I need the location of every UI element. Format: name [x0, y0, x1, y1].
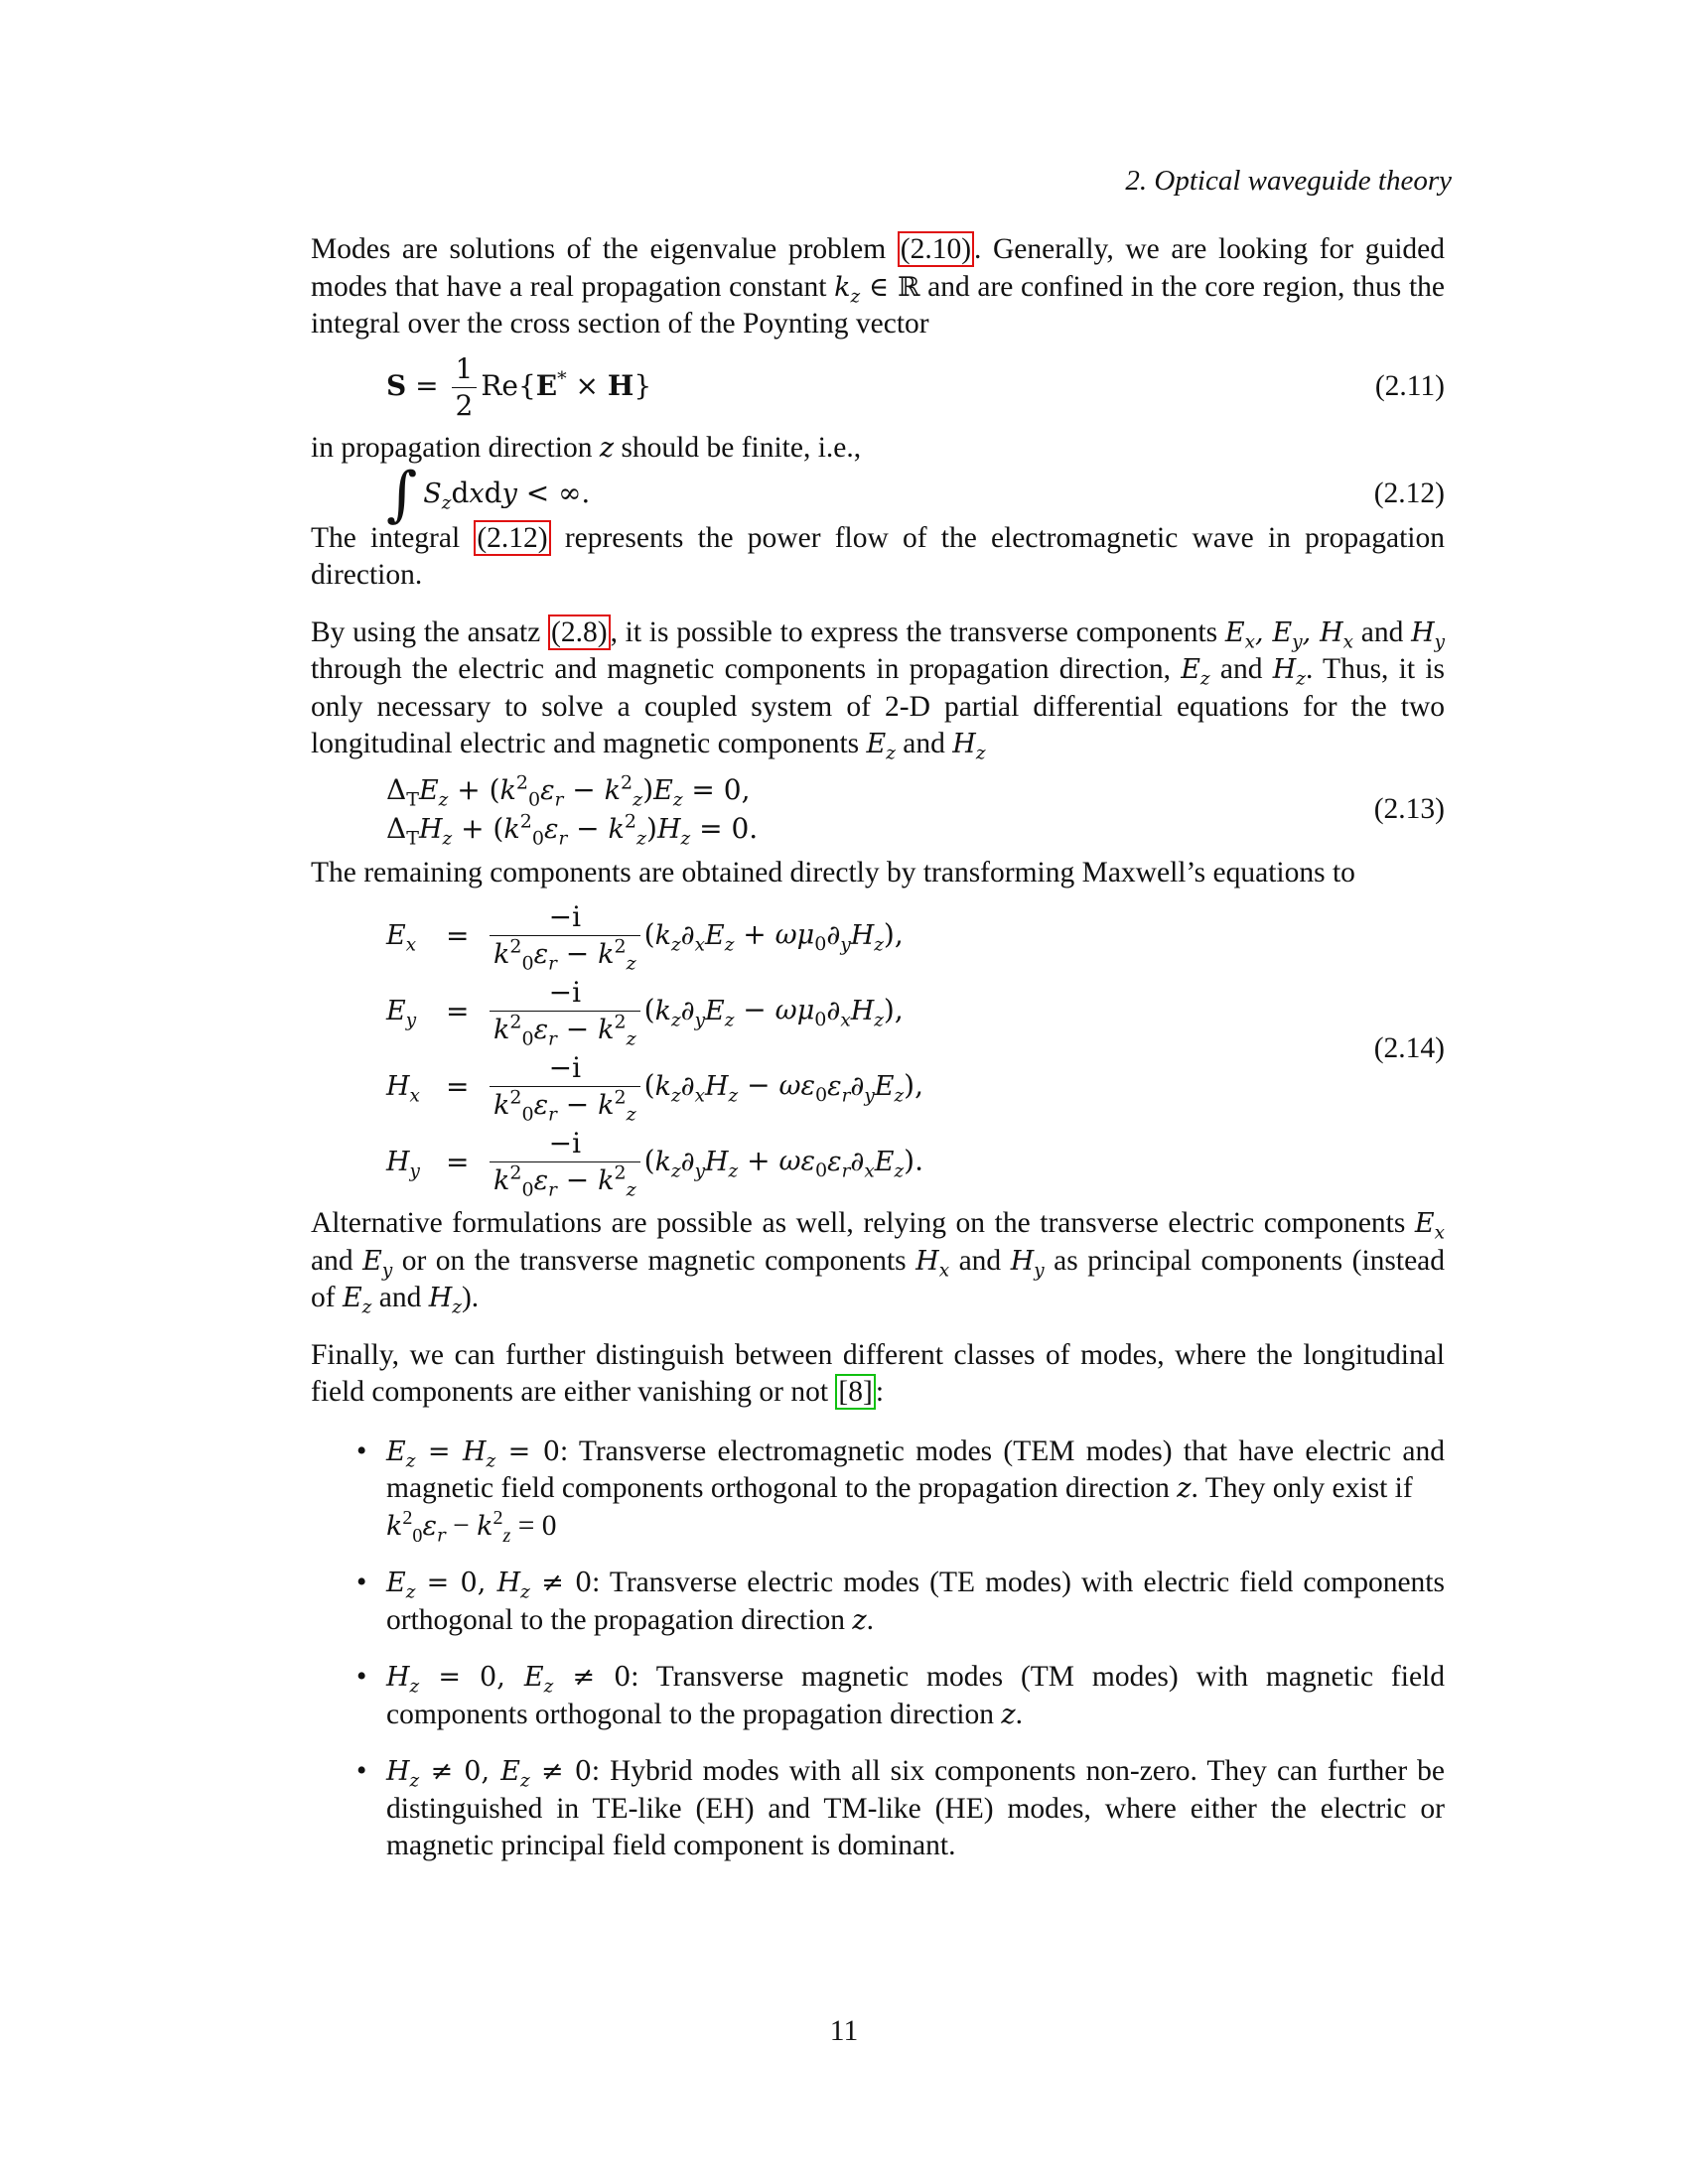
- equation-2-11: S = $\frac{1}{2}$ Re{E* × H} (2.11): [386, 351, 1445, 422]
- running-header: 2. Optical waveguide theory: [1125, 165, 1452, 197]
- equation-number: (2.12): [1373, 478, 1445, 509]
- citation-link[interactable]: [8]: [835, 1374, 875, 1410]
- list-item: • $E_z = H_z = 0$: Transverse electromagnetic modes (TEM modes) that have electric and magnetic field components orthogonal to the propagation direction z. They only exist if $k^2_0\varepsilon_r - k^2_z = 0$: [356, 1434, 1445, 1547]
- equation-ref-link[interactable]: (2.12): [474, 520, 550, 556]
- equation-ref-link[interactable]: (2.8): [548, 614, 611, 650]
- equation-number: (2.13): [1373, 792, 1445, 825]
- body-text: [311, 231, 1445, 1865]
- list-item: • $E_z = 0$, $H_z \ne 0$: Transverse electric modes (TE modes) with electric field components orthogonal to the propagation direction z.: [356, 1567, 1445, 1636]
- equation-2-13: $\Delta_TE_z + (k^2_0\varepsilon_r - k^2_z)E_z = 0$, $\Delta_TH_z + (k^2_0\varepsilon_r - k^2_z)H_z = 0$. (2.13): [386, 771, 1445, 850]
- equation-2-14: $E_x$ = $\frac{-i}{k^2_0\varepsilon_r - k^2_z}$ $(k_z\partial_xE_z + \omega\mu_0\partial_yH_z)$, $E_y$ = $\frac{-i}{k^2_0\varepsilon_r - k^2_z}$ $(k_z\partial_yE_z - \omega\mu_0\partial_xH_z)$, $H_x$ = $\frac{-i}{k^2_0\varepsilon_r - k^2_z}$ $(k_z\partial_xH_z - \omega\varepsilon_0\varepsilon_r\partial_yE_z)$, $H_y$ = $\frac{-i}{k^2_0\varepsilon_r - k^2_z}$ $(k_z\partial_yH_z + \omega\varepsilon_0\varepsilon_r\partial_xE_z)$. (2.14): [386, 900, 1445, 1201]
- paragraph-propagation: in propagation direction z should be finite, i.e.,: [311, 431, 862, 464]
- mode-class-list: [311, 1433, 1445, 1865]
- paragraph-modes-intro: Modes are solutions of the eigenvalue problem (2.10) . Generally, we are looking for guided modes that have a real propagation constant $k_z$ ∈ ℝ and are confined in the core region, thus the integral over the cross section of the Poynting vector: [311, 233, 1445, 340]
- paragraph-remaining: The remaining components are obtained directly by transforming Maxwell’s equations to: [311, 856, 1355, 888]
- list-item: • $H_z \ne 0$, $E_z \ne 0$: Hybrid modes with all six components non-zero. They can further be distinguished in TE-like (EH) and TM-like (HE) modes, where either the electric or magnetic principal field component is dominant.: [356, 1755, 1445, 1861]
- list-item: • $H_z = 0$, $E_z \ne 0$: Transverse magnetic modes (TM modes) with magnetic field components orthogonal to the propagation direction z.: [356, 1661, 1445, 1730]
- equation-number: (2.14): [1373, 1032, 1445, 1065]
- paragraph-ansatz: By using the ansatz (2.8) , it is possible to express the transverse components $E_x$, $E_y$, $H_x$ and $H_y$ through the electric and magnetic components in propagation direction, $E_z$ and $H_z$. Thus, it is only necessary to solve a coupled system of 2-D partial differential equations for the two longitudinal electric and magnetic components $E_z$ and $H_z$: [311, 615, 1445, 764]
- paragraph-mode-classes: Finally, we can further distinguish between different classes of modes, where the longitudinal field components are either vanishing or not [8] :: [311, 1338, 1445, 1408]
- equation-2-12: ∫ $S_zdxdy$ < ∞. (2.12): [386, 460, 1445, 529]
- equation-ref-link[interactable]: (2.10): [898, 231, 974, 267]
- paragraph-alternative: Alternative formulations are possible as well, relying on the transverse electric components $E_x$ and $E_y$ or on the transverse magnetic components $H_x$ and $H_y$ as principal components (instead of $E_z$ and $H_z$).: [311, 1207, 1446, 1318]
- equation-number: (2.11): [1374, 370, 1445, 403]
- page-number: 11: [829, 2015, 859, 2047]
- paragraph-power-flow: The integral (2.12) represents the power flow of the electromagnetic wave in propagation direction.: [311, 521, 1445, 591]
